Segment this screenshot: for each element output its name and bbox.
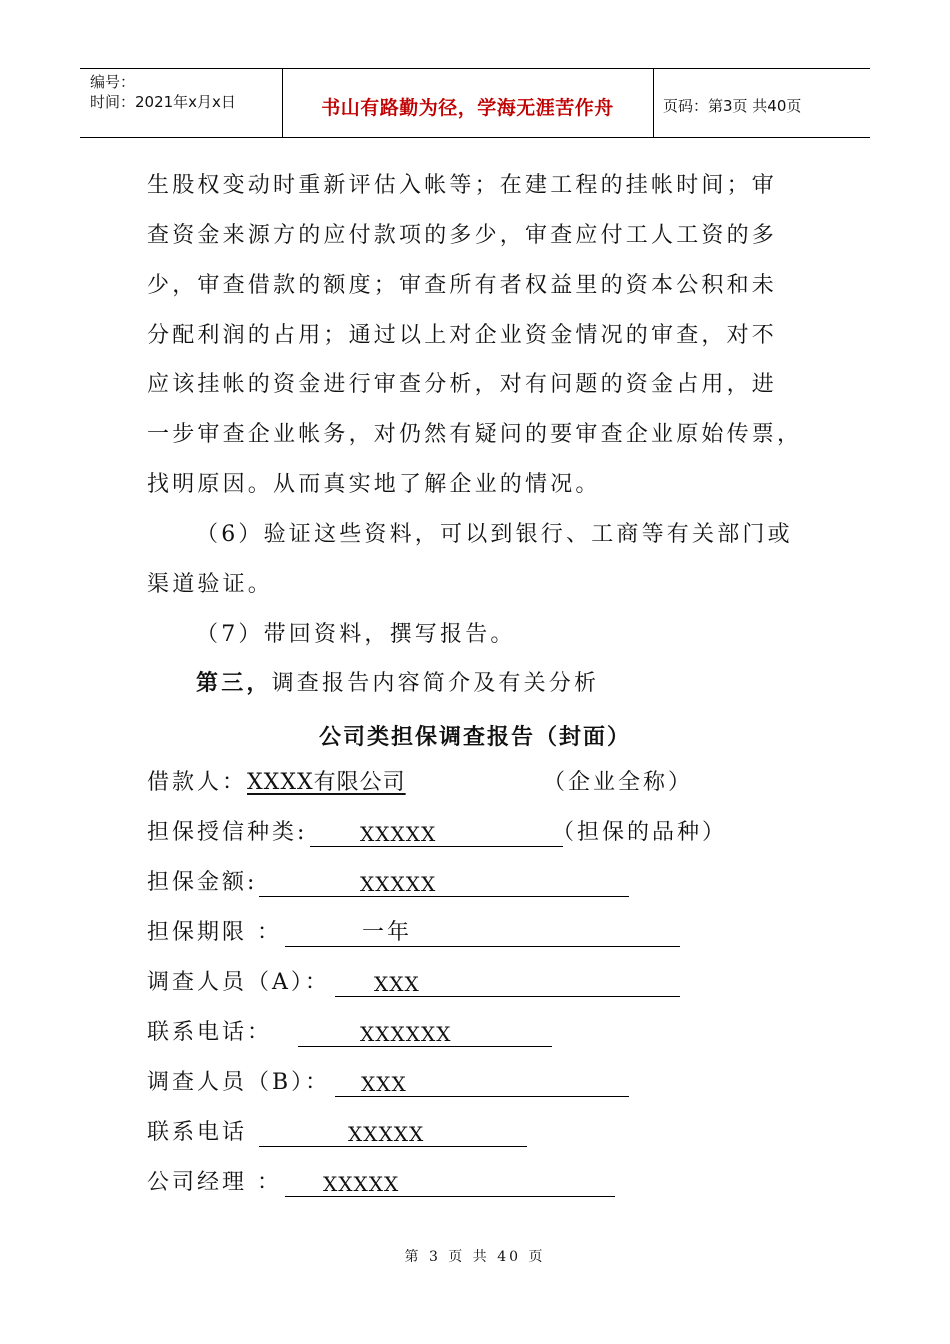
- document-date: 时间：2021年x月x日: [90, 93, 236, 111]
- page-header: [80, 68, 870, 138]
- section-heading-bold: 第三，: [196, 671, 272, 696]
- guarantee-term-field: [285, 920, 680, 947]
- guarantee-type-note: （担保的品种）: [552, 820, 728, 845]
- phone-b-value: XXXXX: [348, 1122, 425, 1146]
- borrower-note: （企业全称）: [543, 770, 694, 795]
- header-page-cell: [653, 69, 870, 137]
- phone-b-label: 联系电话: [147, 1120, 248, 1145]
- paragraph-line: 找明原因。从而真实地了解企业的情况。: [147, 472, 601, 497]
- paragraph-line: 一步审查企业帐务，对仍然有疑问的要审查企业原始传票，: [147, 422, 803, 447]
- header-motto-cell: [282, 69, 654, 137]
- borrower-row: [147, 770, 406, 796]
- guarantee-term-value: 一年: [362, 920, 413, 945]
- guarantee-amount-label: 担保金额:: [147, 870, 258, 895]
- investigator-a-value: XXX: [374, 972, 420, 996]
- guarantee-type-value: XXXXX: [360, 822, 437, 846]
- item-6-line-2: 渠道验证。: [147, 572, 274, 597]
- section-heading: [196, 671, 599, 697]
- paragraph-line: 分配利润的占用；通过以上对企业资金情况的审查，对不: [147, 323, 778, 348]
- investigator-b-label: 调查人员（B）：: [147, 1070, 331, 1095]
- guarantee-term-label: 担保期限 ：: [147, 920, 282, 945]
- investigator-b-value: XXX: [361, 1072, 407, 1096]
- section-heading-text: 调查报告内容简介及有关分析: [271, 671, 600, 696]
- paragraph-line: 少，审查借款的额度；审查所有者权益里的资本公积和未: [147, 273, 778, 298]
- guarantee-type-label: 担保授信种类:: [147, 820, 308, 845]
- paragraph-line: 查资金来源方的应付款项的多少，审查应付工人工资的多: [147, 223, 778, 248]
- phone-a-label: 联系电话：: [147, 1020, 273, 1045]
- paragraph-line: 生股权变动时重新评估入帐等；在建工程的挂帐时间；审: [147, 173, 778, 198]
- cover-title: 公司类担保调查报告（封面）: [318, 725, 631, 750]
- header-motto: 书山有路勤为径，学海无涯苦作舟: [321, 97, 614, 119]
- guarantee-amount-field: [259, 870, 629, 897]
- manager-label: 公司经理 ：: [147, 1170, 282, 1195]
- borrower-value: XXXX有限公司: [247, 770, 406, 795]
- paragraph-line: 应该挂帐的资金进行审查分析，对有问题的资金占用，进: [147, 372, 778, 397]
- investigator-a-label: 调查人员（A）：: [147, 970, 330, 995]
- phone-a-value: XXXXXX: [360, 1022, 452, 1046]
- guarantee-type-field: [310, 820, 563, 847]
- manager-value: XXXXX: [323, 1172, 400, 1196]
- header-page-number: 页码：第3页 共40页: [663, 97, 802, 115]
- page-footer: 第 3 页 共 40 页: [404, 1249, 546, 1265]
- document-number: 编号：: [90, 73, 136, 91]
- borrower-label: 借款人：: [147, 770, 248, 795]
- item-6-line-1: （6）验证这些资料，可以到银行、工商等有关部门或: [196, 522, 793, 547]
- header-meta-cell: [80, 69, 283, 137]
- item-7: （7）带回资料，撰写报告。: [196, 622, 516, 647]
- guarantee-amount-value: XXXXX: [360, 872, 437, 896]
